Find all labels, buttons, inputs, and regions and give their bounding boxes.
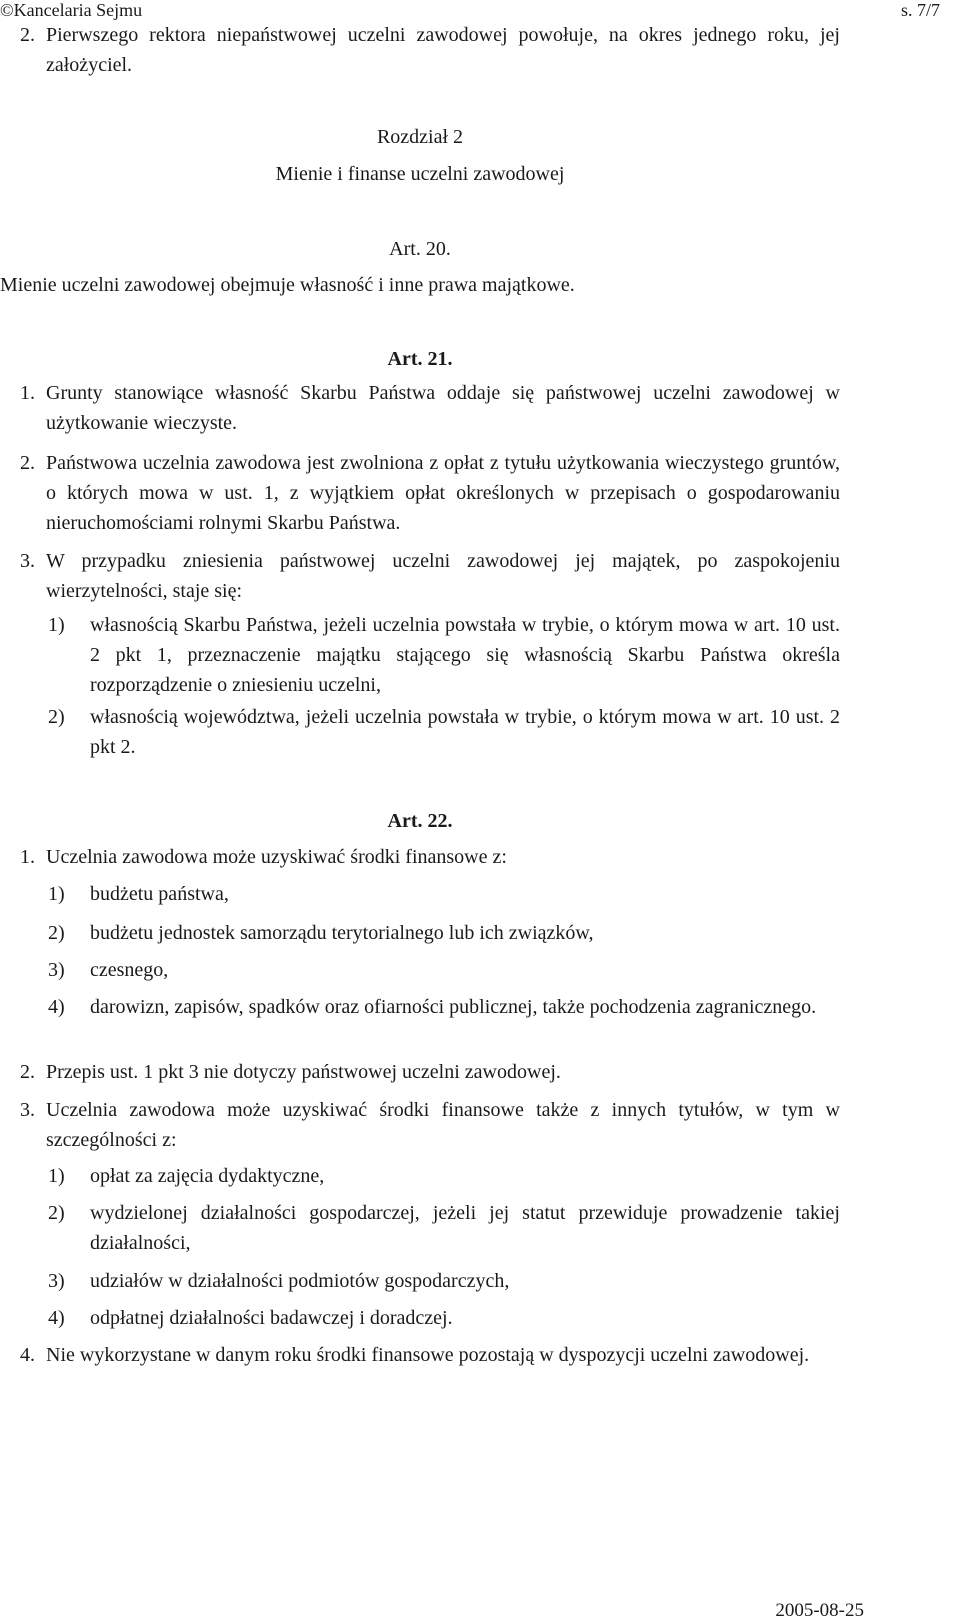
chapter-title: Rozdział 2: [376, 126, 464, 148]
article-21-para-2: [20, 448, 840, 538]
paragraph-number: 4.: [20, 1344, 35, 1366]
paragraph-intro: [20, 20, 840, 80]
chapter-subtitle: Mienie i finanse uczelni zawodowej: [275, 163, 565, 185]
article-21-para-1: [20, 378, 840, 438]
paragraph-number: 2.: [20, 452, 35, 474]
paragraph-number: 2.: [20, 24, 35, 46]
article-20-title: Art. 20.: [389, 238, 451, 260]
item-number: 1): [48, 883, 65, 905]
paragraph-text: Pierwszego rektora niepaństwowej uczelni zawodowej powołuje, na okres jednego roku, jej założyciel.: [46, 24, 840, 76]
item-text: darowizn, zapisów, spadków oraz ofiarności publicznej, także pochodzenia zagranicznego.: [90, 996, 817, 1018]
header-copyright: ©Kancelaria Sejmu: [0, 0, 143, 20]
paragraph-text: Uczelnia zawodowa może uzyskiwać środki finansowe także z innych tytułów, w tym w szczególności z:: [46, 1099, 840, 1151]
item-number: 4): [48, 1307, 65, 1329]
item-number: 2): [48, 922, 65, 944]
paragraph-text: Nie wykorzystane w danym roku środki finansowe pozostają w dyspozycji uczelni zawodowej.: [46, 1344, 810, 1366]
item-number: 2): [48, 1202, 65, 1224]
article-22-p1-item-2: [48, 918, 840, 948]
article-21-item-2: [48, 702, 840, 762]
paragraph-text: Grunty stanowiące własność Skarbu Państwa oddaje się państwowej uczelni zawodowej w użytkowanie wieczyste.: [46, 382, 840, 434]
article-22-para-3: [20, 1095, 840, 1155]
item-number: 3): [48, 1270, 65, 1292]
item-text: odpłatnej działalności badawczej i doradczej.: [90, 1307, 453, 1329]
article-21-title: Art. 21.: [387, 348, 453, 370]
paragraph-number: 3.: [20, 1099, 35, 1121]
item-number: 3): [48, 959, 65, 981]
article-22-p3-item-2: [48, 1198, 840, 1258]
footer-date: 2005-08-25: [775, 1600, 864, 1621]
paragraph-number: 1.: [20, 382, 35, 404]
paragraph-number: 3.: [20, 550, 35, 572]
article-22-para-1: [20, 842, 840, 872]
paragraph-number: 1.: [20, 846, 35, 868]
article-22-para-2: [20, 1057, 840, 1087]
article-22-p1-item-1: [48, 879, 840, 909]
item-number: 2): [48, 706, 65, 728]
article-22-p3-item-4: [48, 1303, 840, 1333]
item-text: własnością Skarbu Państwa, jeżeli uczelnia powstała w trybie, o którym mowa w art. 10 ust. 2 pkt 1, przeznaczenie majątku stającego się własnością Skarbu Państwa określa rozporządzenie o zniesieniu uczelni,: [90, 614, 840, 696]
paragraph-text: Państwowa uczelnia zawodowa jest zwolniona z opłat z tytułu użytkowania wieczystego gruntów, o których mowa w ust. 1, z wyjątkiem opłat określonych w przepisach o gospodarowaniu nieruchomościami rolnymi Skarbu Państwa.: [46, 452, 840, 534]
item-number: 1): [48, 614, 65, 636]
item-text: czesnego,: [90, 959, 169, 981]
paragraph-number: 2.: [20, 1061, 35, 1083]
article-20-text: Mienie uczelni zawodowej obejmuje własność i inne prawa majątkowe.: [0, 274, 575, 296]
item-text: budżetu jednostek samorządu terytorialnego lub ich związków,: [90, 922, 594, 944]
item-number: 4): [48, 996, 65, 1018]
paragraph-text: Przepis ust. 1 pkt 3 nie dotyczy państwowej uczelni zawodowej.: [46, 1061, 561, 1083]
item-number: 1): [48, 1165, 65, 1187]
item-text: wydzielonej działalności gospodarczej, jeżeli jej statut przewiduje prowadzenie takiej działalności,: [90, 1202, 840, 1254]
article-22-p3-item-3: [48, 1266, 840, 1296]
item-text: własnością województwa, jeżeli uczelnia powstała w trybie, o którym mowa w art. 10 ust. 2 pkt 2.: [90, 706, 840, 758]
paragraph-text: Uczelnia zawodowa może uzyskiwać środki finansowe z:: [46, 846, 507, 868]
article-22-p1-item-3: [48, 955, 840, 985]
paragraph-text: W przypadku zniesienia państwowej uczelni zawodowej jej majątek, po zaspokojeniu wierzytelności, staje się:: [46, 550, 840, 602]
header-page-number: s. 7/7: [900, 0, 940, 20]
article-22-title: Art. 22.: [387, 810, 453, 832]
article-21-para-3: [20, 546, 840, 606]
item-text: udziałów w działalności podmiotów gospodarczych,: [90, 1270, 510, 1292]
article-21-item-1: [48, 610, 840, 700]
article-22-para-4: [20, 1340, 840, 1370]
item-text: opłat za zajęcia dydaktyczne,: [90, 1165, 325, 1187]
item-text: budżetu państwa,: [90, 883, 229, 905]
article-22-p3-item-1: [48, 1161, 840, 1191]
article-22-p1-item-4: [48, 992, 840, 1022]
